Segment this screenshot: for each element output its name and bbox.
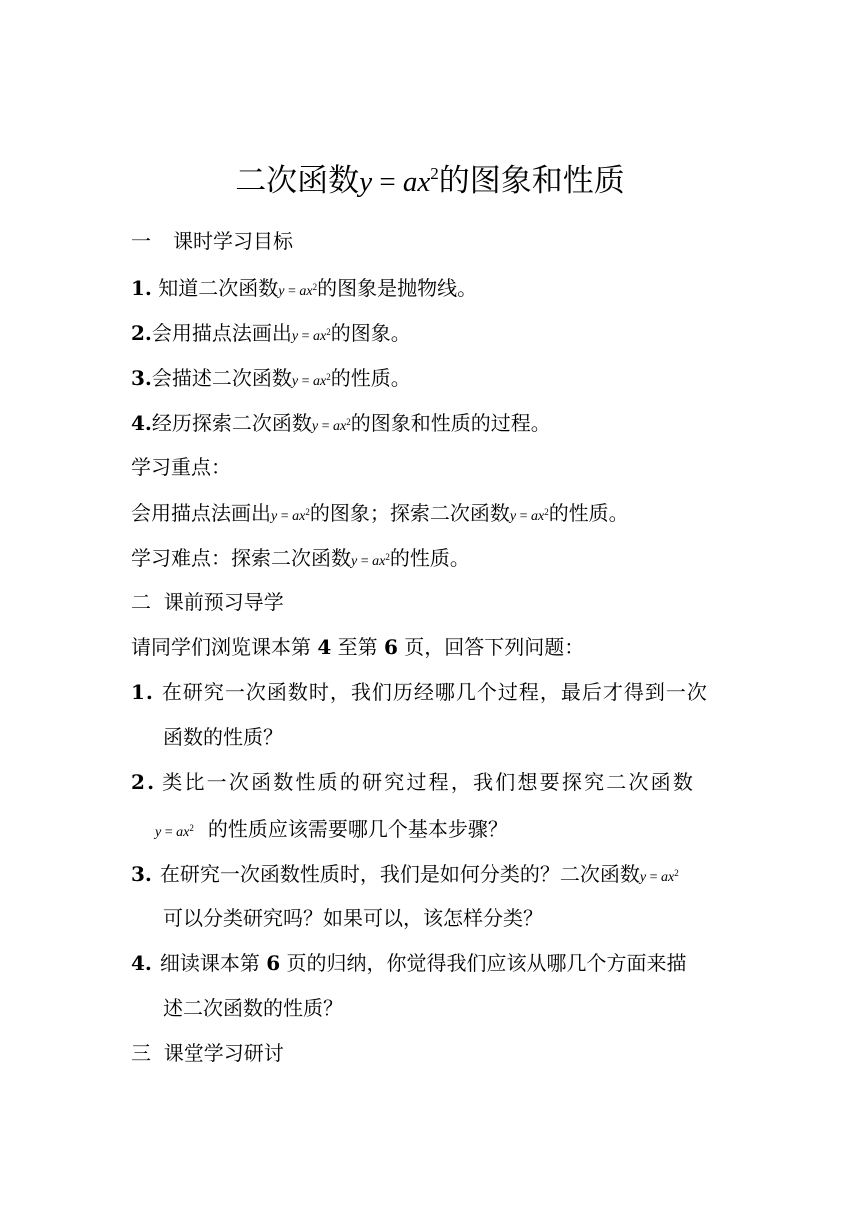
goal-1: 1. 知道二次函数$y = ax^2$的图象是抛物线。 [131, 276, 478, 300]
question-3: 3. 在研究一次函数性质时，我们是如何分类的？二次函数$y = ax^2$ [131, 862, 679, 886]
key-points-label: 学习重点： [131, 455, 231, 479]
formula-inline: $y = ax^2$ [311, 417, 351, 434]
goal-4: 4.经历探索二次函数$y = ax^2$的图象和性质的过程。 [131, 411, 551, 435]
question-4: 4. 细读课本第 6 页的归纳，你觉得我们应该从哪几个方面来描 [131, 951, 687, 975]
formula-inline: $y = ax^2$ [291, 327, 331, 344]
formula-inline: $y = ax^2$ [639, 868, 679, 885]
section-1-heading: 一 课时学习目标 [131, 229, 293, 253]
goal-2: 2.会用描点法画出$y = ax^2$的图象。 [131, 321, 411, 345]
formula-inline: $y = ax^2$ [155, 823, 194, 840]
question-1: 1. 在研究一次函数时，我们历经哪几个过程，最后才得到一次 [131, 680, 708, 704]
question-2-line-2: $y = ax^2$ 的性质应该需要哪几个基本步骤？ [155, 817, 508, 841]
preview-intro: 请同学们浏览课本第 4 至第 6 页，回答下列问题： [131, 635, 585, 659]
difficulty-text: 学习难点：探索二次函数$y = ax^2$的性质。 [131, 546, 470, 570]
question-2: 2. 类比一次函数性质的研究过程，我们想要探究二次函数 [131, 770, 696, 794]
title-suffix: 的图象和性质 [438, 163, 625, 199]
formula-inline: $y = ax^2$ [271, 507, 310, 524]
formula-inline: $y = ax^2$ [291, 372, 331, 389]
key-points-text: 会用描点法画出$y = ax^2$的图象；探索二次函数$y = ax^2$的性质。 [131, 501, 629, 525]
section-3-heading: 三 课堂学习研讨 [131, 1041, 284, 1065]
goal-3: 3.会描述二次函数$y = ax^2$的性质。 [131, 366, 411, 390]
title-prefix: 二次函数 [235, 163, 360, 199]
question-4-line-2: 述二次函数的性质？ [163, 996, 343, 1020]
question-3-line-2: 可以分类研究吗？如果可以，该怎样分类？ [163, 906, 543, 930]
question-1-line-2: 函数的性质？ [163, 725, 283, 749]
section-2-heading: 二 课前预习导学 [131, 590, 284, 614]
page-title [0, 154, 860, 202]
formula-inline: $y = ax^2$ [351, 552, 390, 569]
title-formula: $y = ax^2$ [359, 164, 439, 198]
formula-inline: $y = ax^2$ [509, 507, 549, 524]
formula-inline: $y = ax^2$ [278, 282, 318, 299]
